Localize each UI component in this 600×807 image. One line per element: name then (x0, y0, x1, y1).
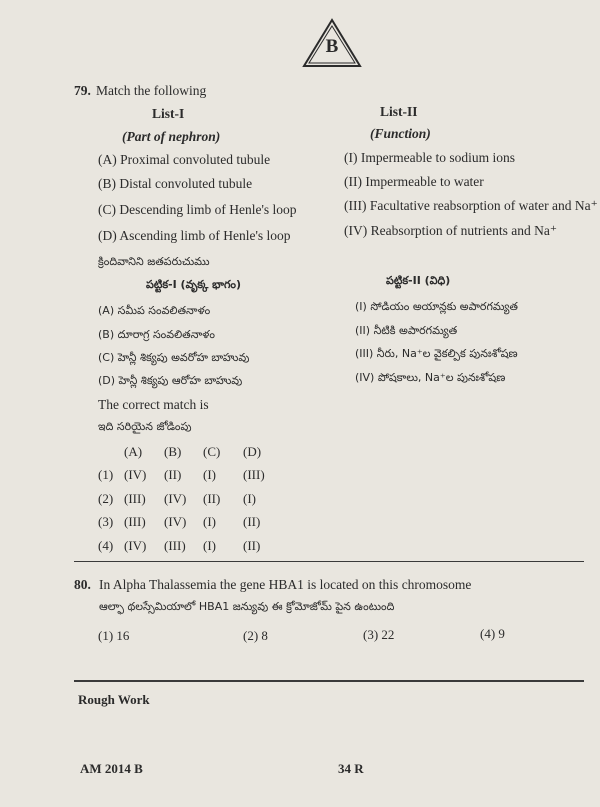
option-number: (2) (98, 491, 114, 506)
option-a: (IV) (124, 467, 147, 482)
page-number: 34 R (338, 761, 364, 776)
col-header-c: (C) (203, 444, 221, 459)
list1-item: (B) Distal convoluted tubule (98, 176, 253, 191)
option-d: (II) (243, 514, 261, 529)
list1-title: List-I (152, 106, 185, 121)
list2-item: (I) Impermeable to sodium ions (344, 150, 515, 165)
option-d: (III) (243, 467, 265, 482)
option-b: (IV) (164, 491, 187, 506)
list1-item: (D) Ascending limb of Henle's loop (98, 228, 291, 243)
option-number: (1) (98, 467, 114, 482)
correct-match-label: The correct match is (98, 397, 209, 412)
q80-option-2[interactable]: (2) 8 (243, 628, 268, 643)
q80-telugu: ఆల్ఫా థలస్సేమియాలో HBA1 జన్యువు ఈ క్రోమోజోమ్ పైన ఉంటుంది (99, 600, 395, 613)
q80-number: 80. (74, 577, 91, 592)
list2-item: (II) Impermeable to water (344, 174, 484, 189)
paper-code: AM 2014 B (80, 761, 143, 776)
option-d: (I) (243, 491, 256, 506)
telugu-list1-title: పట్టిక-I (వృక్క భాగం) (146, 278, 241, 291)
option-a: (IV) (124, 538, 147, 553)
q80-option-4[interactable]: (4) 9 (480, 626, 505, 641)
option-b: (III) (164, 538, 186, 553)
telugu-list1-item: (C) హెన్లీ శిక్యపు అవరోహ బాహువు (98, 351, 250, 364)
telugu-list1-item: (B) దూరాగ్ర సంవలితనాళం (98, 328, 215, 341)
list2-subtitle: (Function) (370, 126, 431, 141)
telugu-list2-title: పట్టిక-II (విధి) (386, 274, 451, 287)
list1-item: (C) Descending limb of Henle's loop (98, 202, 297, 217)
list1-item: (A) Proximal convoluted tubule (98, 152, 271, 167)
option-c: (I) (203, 538, 216, 553)
option-c: (I) (203, 467, 216, 482)
option-a: (III) (124, 491, 146, 506)
list1-subtitle: (Part of nephron) (122, 129, 221, 144)
telugu-list2-item: (IV) పోషకాలు, Na⁺ల పునఃశోషణ (355, 371, 506, 384)
option-c: (I) (203, 514, 216, 529)
q79-number: 79. (74, 83, 91, 98)
col-header-b: (B) (164, 444, 182, 459)
telugu-list2-item: (II) నీటికి అపారగమ్యత (355, 324, 458, 337)
telugu-list1-item: (D) హెన్లీ శిక్యపు ఆరోహ బాహువు (98, 374, 243, 387)
col-header-a: (A) (124, 444, 143, 459)
q79-prompt: Match the following (96, 83, 207, 98)
telugu-prompt: క్రిందివానిని జతపరుచుము (98, 255, 210, 268)
option-number: (4) (98, 538, 114, 553)
option-b: (IV) (164, 514, 187, 529)
telugu-correct-label: ఇది సరియైన జోడింపు (98, 420, 192, 433)
booklet-series-letter: B (325, 36, 339, 57)
option-a: (III) (124, 514, 146, 529)
q80-option-3[interactable]: (3) 22 (363, 627, 395, 642)
col-header-d: (D) (243, 444, 262, 459)
rough-work-label: Rough Work (78, 692, 150, 707)
telugu-list2-item: (III) నీరు, Na⁺ల వైకల్పిక పునఃశోషణ (355, 347, 518, 360)
telugu-list1-item: (A) సమీప సంవలితనాళం (98, 304, 211, 317)
question-divider (74, 561, 584, 562)
list2-title: List-II (380, 104, 418, 119)
option-b: (II) (164, 467, 182, 482)
list2-item: (III) Facultative reabsorption of water and Na⁺ (344, 198, 598, 213)
option-d: (II) (243, 538, 261, 553)
rough-work-divider (74, 680, 584, 682)
option-c: (II) (203, 491, 221, 506)
telugu-list2-item: (I) సోడియం అయాన్లకు అపారగమ్యత (355, 300, 518, 313)
q80-option-1[interactable]: (1) 16 (98, 628, 130, 643)
q80-prompt: In Alpha Thalassemia the gene HBA1 is located on this chromosome (99, 577, 472, 592)
list2-item: (IV) Reabsorption of nutrients and Na⁺ (344, 223, 557, 238)
option-number: (3) (98, 514, 114, 529)
